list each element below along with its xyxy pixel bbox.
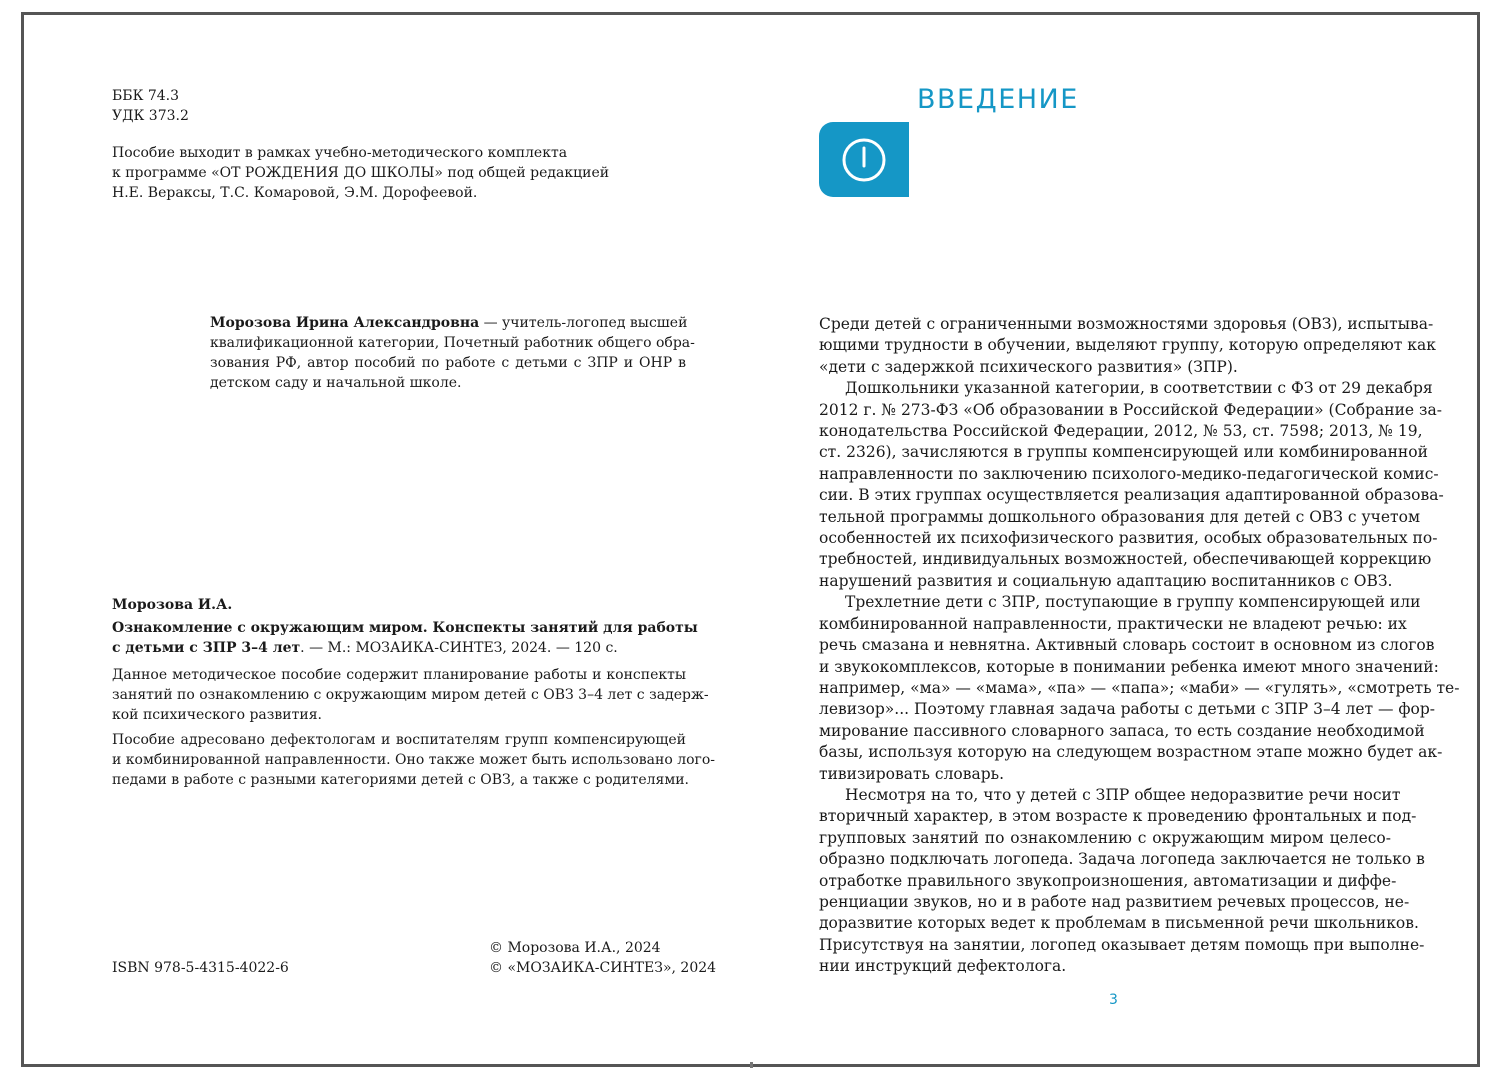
annotation-line: педами в работе с разными категориями детей с ОВЗ, а также с родителями. <box>112 772 690 788</box>
body-line: ренциации звуков, но и в работе над развитием речевых процессов, не- <box>819 892 1410 911</box>
body-line: нии инструкций дефектолога. <box>819 957 1067 976</box>
book-title-line: с детьми с ЗПР 3–4 лет. — М.: МОЗАИКА-СИНТЕЗ, 2024. — 120 с. <box>112 640 618 656</box>
body-line: 2012 г. № 273-ФЗ «Об образовании в Российской Федерации» (Собрание за- <box>819 400 1442 419</box>
body-line: ст. 2326), зачисляются в группы компенсирующей или комбинированной <box>819 443 1428 462</box>
body-line: групповых занятий по ознакомлению с окружающим миром целесо- <box>819 828 1391 847</box>
series-note-line: Н.Е. Вераксы, Т.С. Комаровой, Э.М. Дорофеевой. <box>112 185 478 201</box>
body-line: Дошкольники указанной категории, в соответствии с ФЗ от 29 декабря <box>845 379 1433 398</box>
body-line: конодательства Российской Федерации, 2012, № 53, ст. 7598; 2013, № 19, <box>819 422 1423 441</box>
body-line: особенностей их психофизического развития, особых образовательных по- <box>819 529 1438 548</box>
chapter-heading: ВВЕДЕНИЕ <box>917 84 1079 115</box>
author-bio-line: детском саду и начальной школе. <box>210 375 462 391</box>
udk-code: УДК 373.2 <box>112 108 189 124</box>
introduction-body <box>819 314 1460 978</box>
series-note <box>112 143 632 203</box>
body-line: левизор»... Поэтому главная задача работы с детьми с ЗПР 3–4 лет — фор- <box>819 700 1436 719</box>
body-line: ющими трудности в обучении, выделяют группу, которую определяют как <box>819 336 1436 355</box>
body-paragraph <box>819 314 1436 378</box>
author-bio <box>210 313 695 393</box>
heading-icon-tab <box>819 122 909 197</box>
annotation-line: и комбинированной направленности. Оно также может быть использовано лого- <box>112 752 716 768</box>
author-bio-line: квалификационной категории, Почетный работник общего обра- <box>210 335 695 351</box>
page-number: 3 <box>1109 992 1118 1008</box>
annotation-paragraph <box>112 730 716 790</box>
annotation-paragraph <box>112 665 709 725</box>
body-line: речь смазана и невнятна. Активный словарь состоит в основном из слогов <box>819 636 1435 655</box>
body-line: Несмотря на то, что у детей с ЗПР общее недоразвитие речи носит <box>845 785 1401 804</box>
author-bio-line: зования РФ, автор пособий по работе с детьми с ЗПР и ОНР в <box>210 355 686 371</box>
copyright-line: © Морозова И.А., 2024 <box>489 940 661 956</box>
body-line: сии. В этих группах осуществляется реализация адаптированной образова- <box>819 486 1444 505</box>
series-note-line: к программе «ОТ РОЖДЕНИЯ ДО ШКОЛЫ» под общей редакцией <box>112 165 610 181</box>
annotation-line: Данное методическое пособие содержит планирование работы и конспекты <box>112 667 686 683</box>
annotation-line: Пособие адресовано дефектологам и воспитателям групп компенсирующей <box>112 732 686 748</box>
body-line: вторичный характер, в этом возрасте к проведению фронтальных и под- <box>819 807 1417 826</box>
body-line: доразвитие которых ведет к проблемам в письменной речи школьников. <box>819 914 1419 933</box>
spine-mark <box>750 1062 753 1068</box>
body-line: комбинированной направленности, практически не владеют речью: их <box>819 614 1407 633</box>
body-line: отработке правильного звукопроизношения, автоматизации и диффе- <box>819 871 1397 890</box>
body-line: тельной программы дошкольного образования для детей с ОВЗ с учетом <box>819 507 1420 526</box>
classification-block <box>112 86 312 126</box>
bbk-code: ББК 74.3 <box>112 88 180 104</box>
copyright-block <box>489 938 717 978</box>
isbn: ISBN 978-5-4315-4022-6 <box>112 960 289 976</box>
copyright-line: © «МОЗАИКА-СИНТЕЗ», 2024 <box>489 960 717 976</box>
body-line: образно подключать логопеда. Задача логопеда заключается не только в <box>819 850 1425 869</box>
body-line: Трехлетние дети с ЗПР, поступающие в группу компенсирующей или <box>845 593 1421 612</box>
author-bio-line: Морозова Ирина Александровна — учитель-логопед высшей <box>210 315 688 331</box>
bibliographic-record <box>112 595 716 790</box>
body-line: требностей, индивидуальных возможностей, обеспечивающей коррекцию <box>819 550 1432 569</box>
body-paragraph <box>819 378 1444 592</box>
body-line: Присутствуя на занятии, логопед оказывает детям помощь при выполне- <box>819 935 1425 954</box>
body-paragraph <box>819 592 1460 785</box>
annotation-line: кой психического развития. <box>112 707 322 723</box>
body-line: «дети с задержкой психического развития» (ЗПР). <box>819 357 1238 376</box>
body-line: Среди детей с ограниченными возможностями здоровья (ОВЗ), испытыва- <box>819 315 1434 333</box>
annotation-line: занятий по ознакомлению с окружающим миром детей с ОВЗ 3–4 лет с задерж- <box>112 687 709 703</box>
body-line: и звукокомплексов, которые в понимании ребенка имеют много значений: <box>819 657 1439 676</box>
author-full-name: Морозова Ирина Александровна <box>210 315 480 331</box>
body-line: базы, используя которую на следующем возрастном этапе можно будет ак- <box>819 743 1443 762</box>
author-short-name: Морозова И.А. <box>112 597 233 613</box>
body-line: направленности по заключению психолого-медико-педагогической комис- <box>819 464 1439 483</box>
series-note-line: Пособие выходит в рамках учебно-методического комплекта <box>112 145 568 161</box>
body-line: мирование пассивного словарного запаса, то есть создание необходимой <box>819 721 1425 740</box>
book-title-line: Ознакомление с окружающим миром. Конспекты занятий для работы <box>112 620 698 636</box>
power-icon <box>819 122 909 197</box>
body-line: тивизировать словарь. <box>819 764 1005 783</box>
body-line: нарушений развития и социальную адаптацию воспитанников с ОВЗ. <box>819 571 1393 590</box>
body-line: например, «ма» — «мама», «па» — «папа»; «маби» — «гулять», «смотреть те- <box>819 678 1460 697</box>
body-paragraph <box>819 785 1425 978</box>
